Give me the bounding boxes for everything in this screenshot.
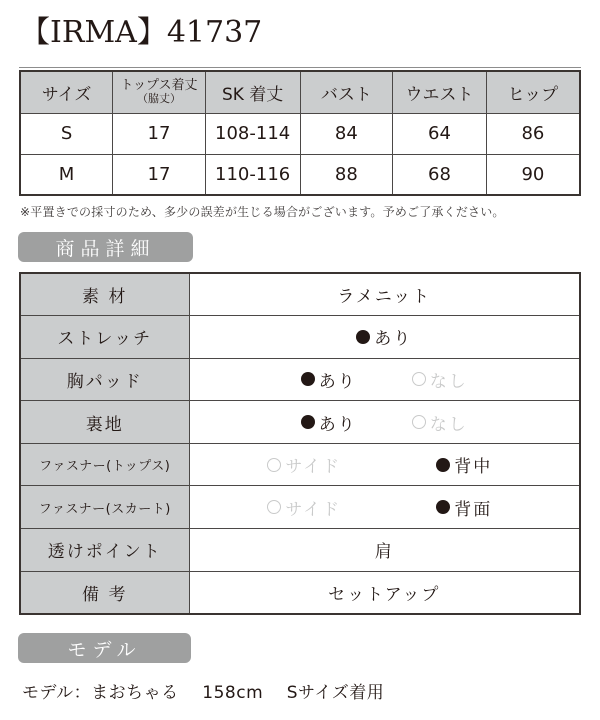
filled-circle-icon xyxy=(436,458,450,472)
option-text: あり xyxy=(318,371,357,392)
option-selected xyxy=(301,367,357,392)
option-unselected xyxy=(412,410,468,435)
cell-skirt-length: 110-116 xyxy=(205,154,300,195)
detail-label: 透けポイント xyxy=(20,529,189,572)
option-text: なし xyxy=(429,414,468,435)
table-row xyxy=(20,113,580,154)
detail-value: ラメニット xyxy=(189,273,580,316)
detail-label: 裏地 xyxy=(20,401,189,444)
option-selected xyxy=(384,495,544,520)
detail-row-bust-pad xyxy=(20,358,580,401)
filled-circle-icon xyxy=(356,330,370,344)
detail-value xyxy=(189,316,580,359)
header-skirt-length: SK 着丈 xyxy=(205,71,300,113)
empty-circle-icon xyxy=(412,372,426,386)
model-section-badge: モデル xyxy=(18,633,191,663)
model-name: モデル：まおちゃる xyxy=(22,683,179,703)
detail-value xyxy=(189,358,580,401)
detail-value xyxy=(189,486,580,529)
detail-row-sheer-point xyxy=(20,529,580,572)
cell-tops-length: 17 xyxy=(113,113,206,154)
detail-value xyxy=(189,401,580,444)
detail-row-remarks xyxy=(20,571,580,614)
detail-label: 素 材 xyxy=(20,273,189,316)
measurement-note: ※平置きでの採寸のため、多少の誤差が生じる場合がございます。予めご了承ください。 xyxy=(20,205,505,219)
option-unselected xyxy=(412,367,468,392)
header-waist: ウエスト xyxy=(393,71,487,113)
option-text: 背面 xyxy=(454,499,493,520)
cell-waist: 64 xyxy=(393,113,487,154)
empty-circle-icon xyxy=(267,500,281,514)
detail-label: ファスナー(トップス) xyxy=(20,443,189,486)
header-tops-length xyxy=(113,71,206,113)
detail-row-fastener-tops xyxy=(20,443,580,486)
option-text: 背中 xyxy=(454,457,493,478)
option-unselected xyxy=(224,495,384,520)
detail-label: ファスナー(スカート) xyxy=(20,486,189,529)
detail-row-material xyxy=(20,273,580,316)
cell-hip: 90 xyxy=(486,154,580,195)
option-selected xyxy=(384,452,544,477)
filled-circle-icon xyxy=(301,415,315,429)
detail-row-fastener-skirt xyxy=(20,486,580,529)
option-text: サイド xyxy=(285,457,342,478)
header-bust: バスト xyxy=(300,71,393,113)
detail-label: 備 考 xyxy=(20,571,189,614)
header-size: サイズ xyxy=(20,71,113,113)
detail-row-lining xyxy=(20,401,580,444)
option-text: あり xyxy=(318,414,357,435)
cell-size: M xyxy=(20,154,113,195)
option-unselected xyxy=(224,452,384,477)
filled-circle-icon xyxy=(301,372,315,386)
title-divider xyxy=(19,67,581,68)
empty-circle-icon xyxy=(267,458,281,472)
cell-hip: 86 xyxy=(486,113,580,154)
cell-skirt-length: 108-114 xyxy=(205,113,300,154)
cell-bust: 88 xyxy=(300,154,393,195)
header-tops-length-sub: （脇丈） xyxy=(136,92,181,106)
option-text: なし xyxy=(429,371,468,392)
detail-value: 肩 xyxy=(189,529,580,572)
model-size-worn: Sサイズ着用 xyxy=(286,683,385,703)
option-text: サイド xyxy=(285,499,342,520)
cell-waist: 68 xyxy=(393,154,487,195)
option-text: あり xyxy=(374,329,413,350)
cell-bust: 84 xyxy=(300,113,393,154)
table-row xyxy=(20,154,580,195)
model-info xyxy=(22,678,384,703)
size-header-row xyxy=(20,71,580,113)
cell-size: S xyxy=(20,113,113,154)
detail-label: ストレッチ xyxy=(20,316,189,359)
cell-tops-length: 17 xyxy=(113,154,206,195)
model-height: 158cm xyxy=(202,683,264,703)
header-tops-length-label: トップス着丈 xyxy=(120,78,198,94)
option-selected xyxy=(356,324,412,349)
detail-row-stretch xyxy=(20,316,580,359)
empty-circle-icon xyxy=(412,415,426,429)
detail-value: セットアップ xyxy=(189,571,580,614)
header-hip: ヒップ xyxy=(486,71,580,113)
size-chart-table xyxy=(19,70,581,196)
detail-label: 胸パッド xyxy=(20,358,189,401)
filled-circle-icon xyxy=(436,500,450,514)
details-section-badge: 商品詳細 xyxy=(18,232,193,262)
detail-value xyxy=(189,443,580,486)
product-title: 【IRMA】41737 xyxy=(20,15,263,50)
option-selected xyxy=(301,410,357,435)
product-details-table xyxy=(19,272,581,615)
